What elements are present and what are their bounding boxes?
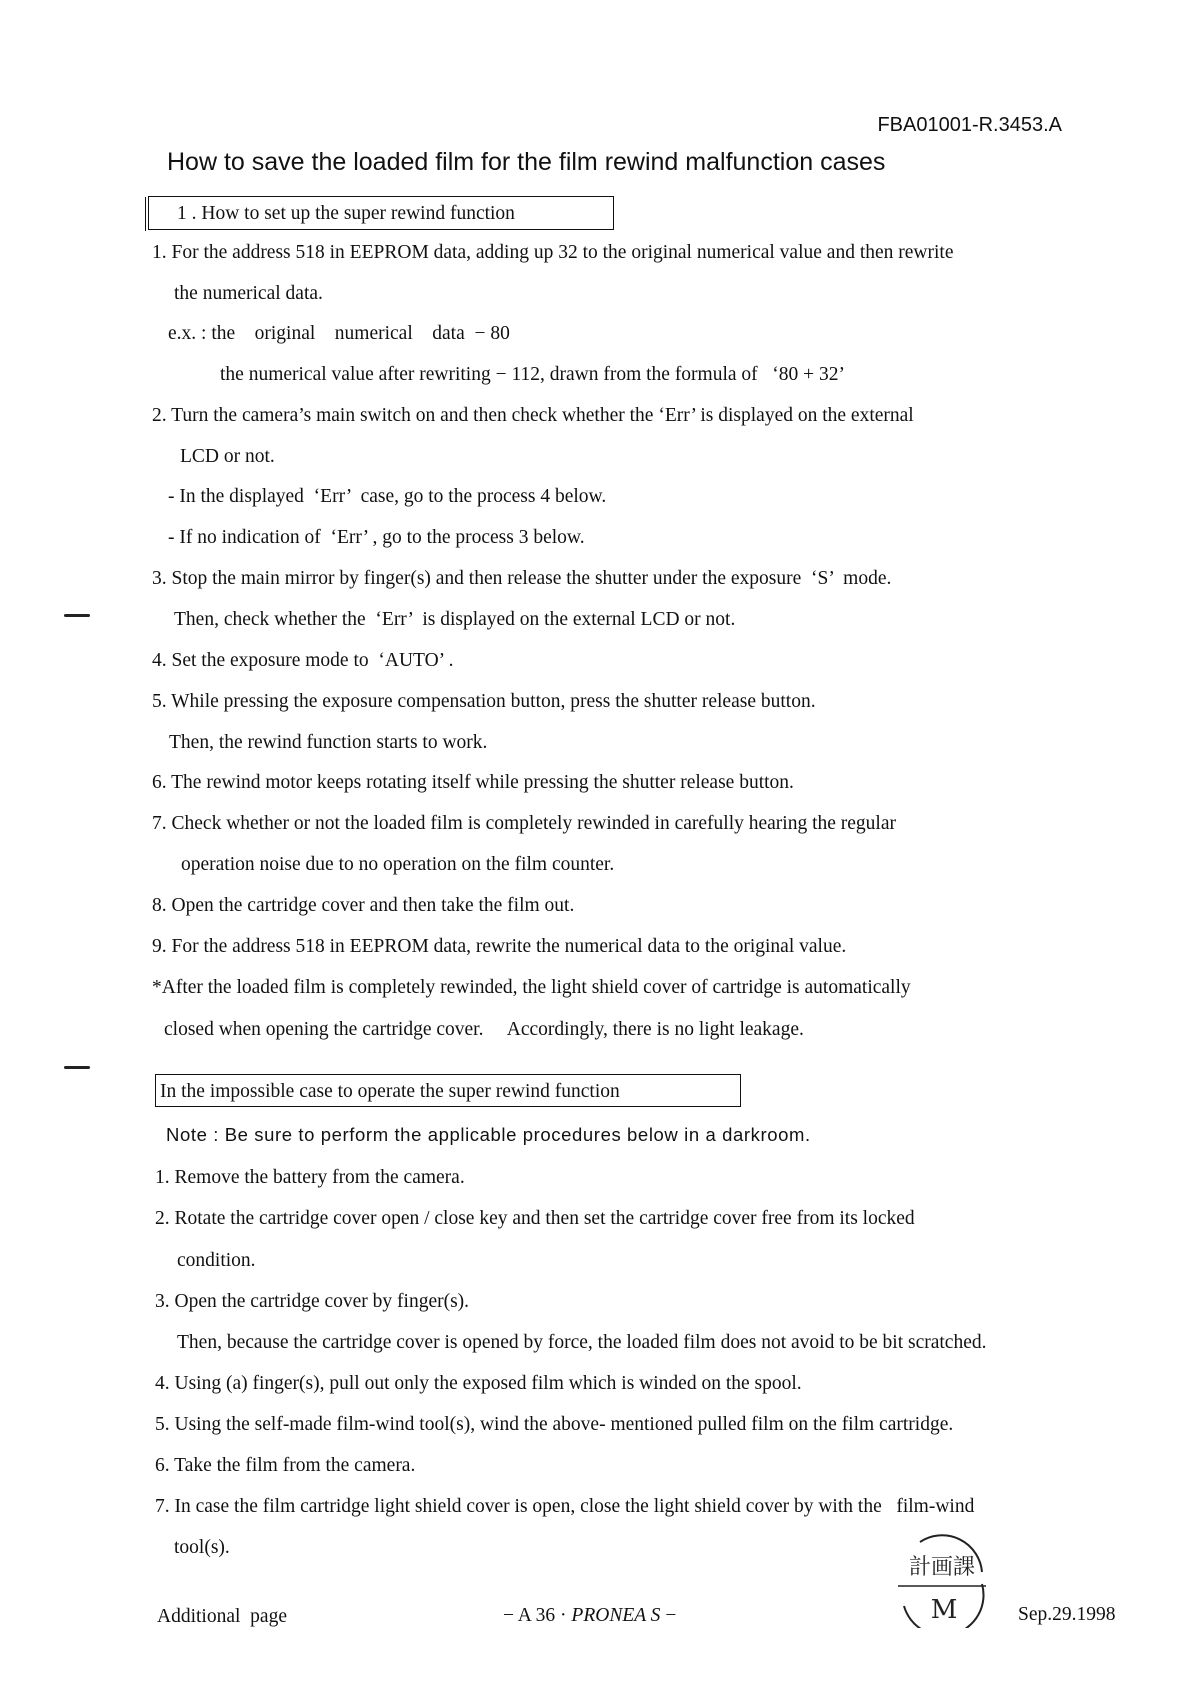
footer-date: Sep.29.1998 xyxy=(1018,1604,1116,1625)
s1-line-16: operation noise due to no operation on the film counter. xyxy=(181,854,615,875)
s2-line-10: tool(s). xyxy=(174,1537,230,1558)
s2-line-6: 4. Using (a) finger(s), pull out only the exposed film which is winded on the spool. xyxy=(155,1373,802,1394)
s1-line-18: 9. For the address 518 in EEPROM data, rewrite the numerical data to the original value. xyxy=(152,936,847,957)
footer-page-suffix: − xyxy=(660,1605,677,1626)
s2-line-1: 1. Remove the battery from the camera. xyxy=(155,1167,465,1188)
section1-heading-box xyxy=(148,196,614,230)
s2-line-2: 2. Rotate the cartridge cover open / close key and then set the cartridge cover free from its locked xyxy=(155,1208,915,1229)
section2-heading: In the impossible case to operate the super rewind function xyxy=(160,1081,620,1102)
s1-line-17: 8. Open the cartridge cover and then take the film out. xyxy=(152,895,575,916)
s1-line-3: e.x. : the original numerical data − 80 xyxy=(168,323,510,344)
darkroom-note: Note : Be sure to perform the applicable procedures below in a darkroom. xyxy=(166,1124,811,1145)
s1-line-4: the numerical value after rewriting − 112, drawn from the formula of ‘80 + 32’ xyxy=(220,364,846,385)
s1-line-12: 5. While pressing the exposure compensation button, press the shutter release button. xyxy=(152,691,816,712)
footer-page-number xyxy=(503,1605,676,1627)
footer-page-prefix: − A 36 · xyxy=(503,1605,572,1626)
document-number: FBA01001-R.3453.A xyxy=(877,114,1062,136)
section2-heading-box xyxy=(155,1074,741,1107)
s1-line-13: Then, the rewind function starts to work. xyxy=(169,732,488,753)
s1-line-2: the numerical data. xyxy=(174,283,323,304)
s1-line-10: Then, check whether the ‘Err’ is displayed on the external LCD or not. xyxy=(174,609,736,630)
s1-line-7: - In the displayed ‘Err’ case, go to the process 4 below. xyxy=(168,486,607,507)
footer-model: PRONEA S xyxy=(571,1605,661,1626)
s1-line-20: closed when opening the cartridge cover. Accordingly, there is no light leakage. xyxy=(164,1019,804,1040)
stamp-department-text: 計画課 xyxy=(908,1555,976,1580)
s1-line-14: 6. The rewind motor keeps rotating itself while pressing the shutter release button. xyxy=(152,772,794,793)
s1-line-8: - If no indication of ‘Err’ , go to the process 3 below. xyxy=(168,527,585,548)
footer-additional-page: Additional page xyxy=(157,1606,287,1627)
s2-line-8: 6. Take the film from the camera. xyxy=(155,1455,416,1476)
s2-line-3: condition. xyxy=(177,1250,256,1271)
department-seal-stamp xyxy=(890,1528,986,1628)
s1-line-19: *After the loaded film is completely rewinded, the light shield cover of cartridge is automatically xyxy=(152,977,911,998)
s2-line-9: 7. In case the film cartridge light shield cover is open, close the light shield cover by with the film-wind xyxy=(155,1496,975,1517)
s2-line-4: 3. Open the cartridge cover by finger(s). xyxy=(155,1291,470,1312)
s1-line-1: 1. For the address 518 in EEPROM data, adding up 32 to the original numerical value and then rewrite xyxy=(152,242,954,263)
s2-line-5: Then, because the cartridge cover is opened by force, the loaded film does not avoid to be bit scratched. xyxy=(177,1332,987,1353)
s1-line-5: 2. Turn the camera’s main switch on and then check whether the ‘Err’ is displayed on the external xyxy=(152,405,914,426)
s1-line-6: LCD or not. xyxy=(180,446,275,467)
margin-punch-mark-bottom xyxy=(64,1066,90,1069)
page-title: How to save the loaded film for the film rewind malfunction cases xyxy=(167,148,886,176)
margin-punch-mark-top xyxy=(64,614,90,617)
stamp-initial: M xyxy=(930,1595,958,1625)
s1-line-11: 4. Set the exposure mode to ‘AUTO’ . xyxy=(152,650,454,671)
s2-line-7: 5. Using the self-made film-wind tool(s), wind the above- mentioned pulled film on the film cartridge. xyxy=(155,1414,954,1435)
section1-heading: 1 . How to set up the super rewind function xyxy=(177,203,515,224)
s1-line-15: 7. Check whether or not the loaded film is completely rewinded in carefully hearing the regular xyxy=(152,813,896,834)
s1-line-9: 3. Stop the main mirror by finger(s) and then release the shutter under the exposure ‘S’ mode. xyxy=(152,568,892,589)
